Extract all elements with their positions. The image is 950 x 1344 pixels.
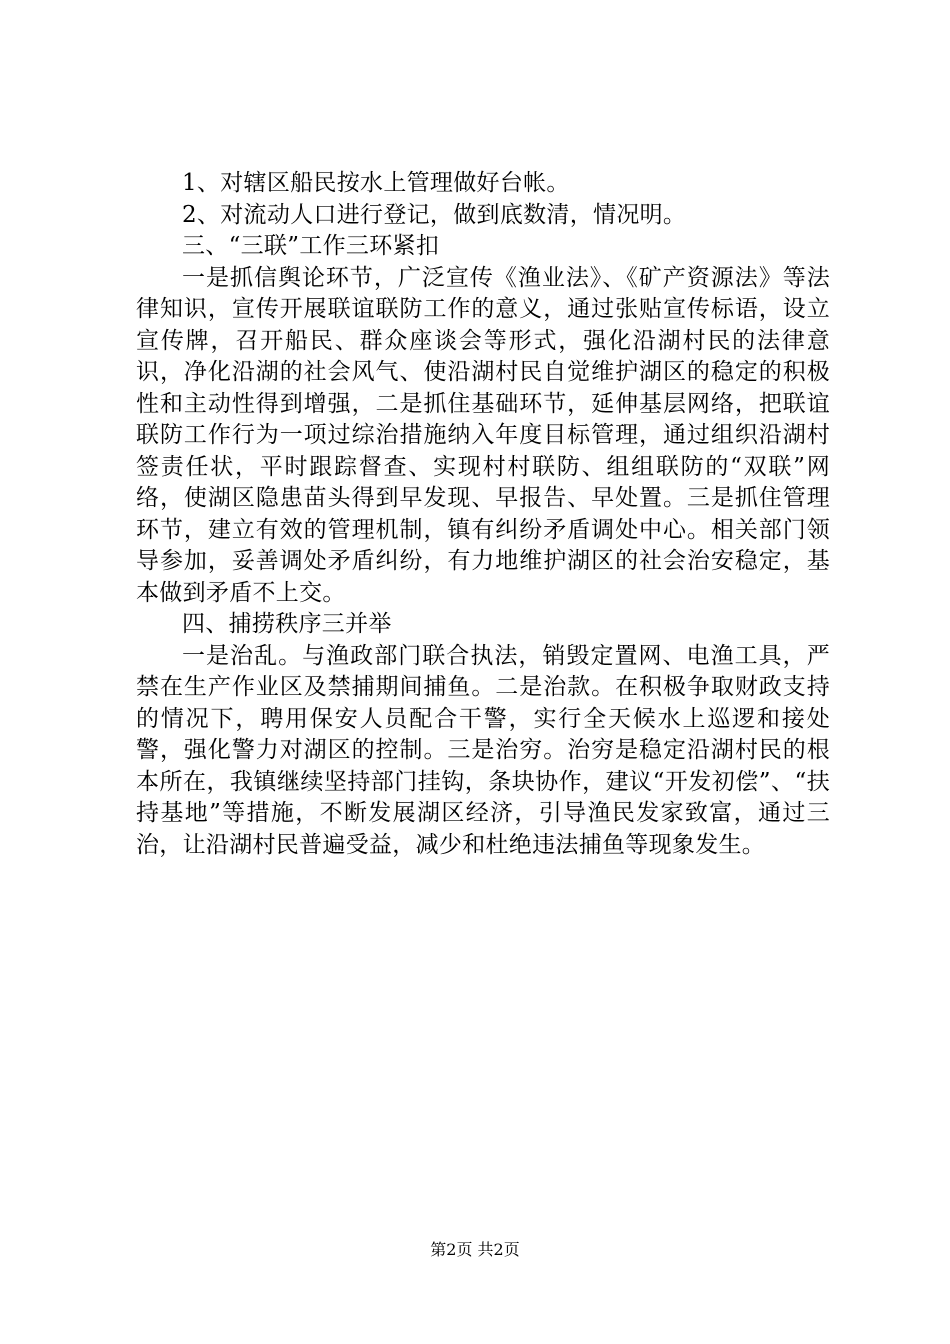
section-heading-three: 三、“三联”工作三环紧扣: [182, 233, 440, 259]
page-number-footer: 第2页 共2页: [430, 1240, 520, 1259]
paragraph-three-links: 一是抓信舆论环节，广泛宣传《渔业法》、《矿产资源法》等法律知识，宣传开展联谊联防工作的意义，通过张贴宣传标语，设立宣传牌，召开船民、群众座谈会等形式，强化沿湖村民的法律意识，净化沿湖的社会风气、使沿湖村民自觉维护湖区的稳定的积极性和主动性得到增强，二是抓住基础环节，延伸基层网络，把联谊联防工作行为一项过综治措施纳入年度目标管理，通过组织沿湖村签责任状，平时跟踪督查、实现村村联防、组组联防的“双联”网络，使湖区隐患苗头得到早发现、早报告、早处置。三是抓住管理环节，建立有效的管理机制，镇有纠纷矛盾调处中心。相关部门领导参加，妥善调处矛盾纠纷，有力地维护湖区的社会治安稳定，基本做到矛盾不上交。: [136, 264, 830, 606]
section-heading-four: 四、捕捞秩序三并举: [182, 611, 392, 637]
paragraph-fishing-order: 一是治乱。与渔政部门联合执法，销毁定置网、电渔工具，严禁在生产作业区及禁捕期间捕鱼。二是治款。在积极争取财政支持的情况下，聘用保安人员配合干警，实行全天候水上巡逻和接处警，强化警力对湖区的控制。三是治穷。治穷是稳定沿湖村民的根本所在，我镇继续坚持部门挂钩，条块协作，建议“开发初偿”、“扶持基地”等措施，不断发展湖区经济，引导渔民发家致富，通过三治，让沿湖村民普遍受益，减少和杜绝违法捕鱼等现象发生。: [136, 642, 830, 858]
paragraph-item-2: 2、对流动人口进行登记，做到底数清，情况明。: [182, 201, 687, 228]
paragraph-item-1: 1、对辖区船民按水上管理做好台帐。: [182, 170, 570, 196]
document-body: [136, 168, 830, 861]
